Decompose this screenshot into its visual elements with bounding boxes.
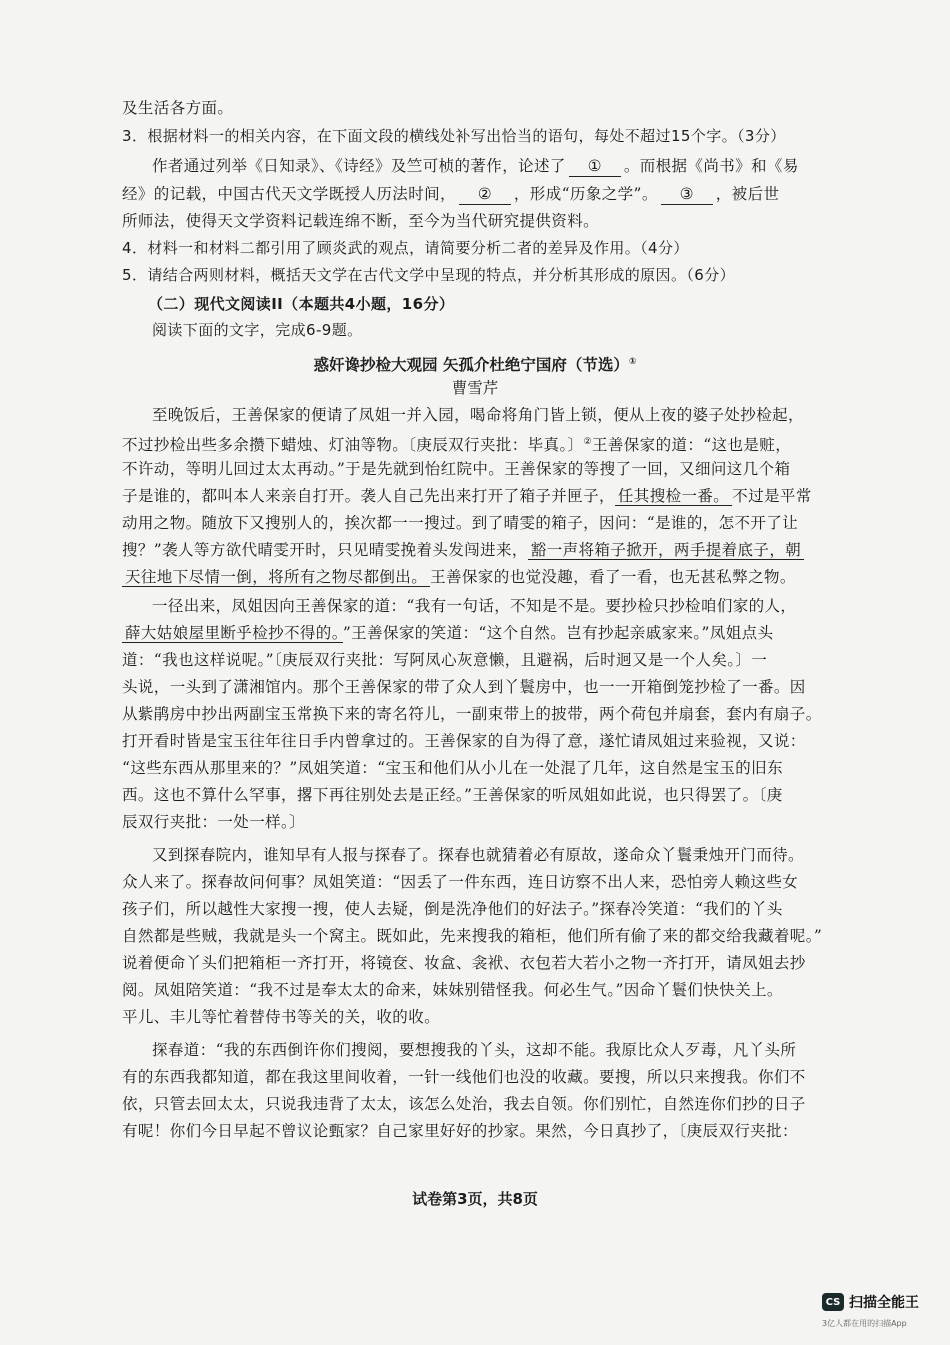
text-line: 平儿、丰儿等忙着替侍书等关的关，收的收。	[122, 1008, 441, 1026]
passage-author: 曹雪芹	[451, 379, 499, 397]
text-line: 薛大姑娘屋里断乎检抄不得的。 ”王善保家的笑道：“这个自然。岂有抄起亲戚家来。”凤姐点头	[122, 623, 822, 643]
page-footer: 试卷第3页，共8页	[412, 1190, 538, 1208]
text-line: 又到探春院内，谁知早有人报与探春了。探春也就猜着必有原故，遂命众丫鬟秉烛开门而待。	[152, 846, 804, 864]
text-line: 打开看时皆是宝玉往年往日手内曾拿过的。王善保家的自为得了意，遂忙请凤姐过来验视，又说：	[122, 732, 806, 750]
text-line: 西。这也不算什么罕事，撂下再往别处去是正经。”王善保家的听凤姐如此说，也只得罢了。〔庚	[122, 786, 783, 804]
text-line: 所师法，使得天文学资料记载连绵不断，至今为当代研究提供资料。	[122, 212, 600, 230]
text-line: 不过抄检出些多余攒下蜡烛、灯油等物。〔庚辰双行夹批：毕真。〕②王善保家的道：“这也是赃，	[122, 436, 792, 455]
text-line: 道：“我也这样说呢。”〔庚辰双行夹批：写阿凤心灰意懒，且避祸，后时迥又是一个人矣。〕一	[122, 651, 768, 669]
question-3: 3．根据材料一的相关内容，在下面文段的横线处补写出恰当的语句，每处不超过15个字。（3分）	[122, 127, 786, 145]
blank-2: ②	[459, 184, 511, 205]
text-line: 辰双行夹批：一处一样。〕	[122, 813, 306, 831]
text-line: 搜？”袭人等方欲代晴雯开时，只见晴雯挽着头发闯进来， 豁一声将箱子掀开，两手提着底子，朝	[122, 540, 822, 560]
camscanner-logo-icon: CS	[822, 1293, 844, 1311]
text-line: 动用之物。随放下又搜别人的，挨次都一一搜过。到了晴雯的箱子，因问：“是谁的，怎不开了让	[122, 514, 799, 532]
text-line: 众人来了。探春故问何事？凤姐笑道：“因丢了一件东西，连日访察不出人来，恐怕旁人赖这些女	[122, 873, 799, 891]
brand-tagline: 3亿人都在用的扫描App	[822, 1319, 907, 1328]
text-line: 有呢！你们今日早起不曾议论甄家？自己家里好好的抄家。果然，今日真抄了，〔庚辰双行夹批：	[122, 1122, 798, 1140]
text-line: 一径出来，凤姐因向王善保家的道：“我有一句话，不知是不是。要抄检只抄检咱们家的人，	[152, 597, 797, 615]
text-line: 自然都是些贼，我就是头一个窝主。既如此，先来搜我的箱柜，他们所有偷了来的都交给我藏着呢。”	[122, 927, 822, 945]
question-5: 5．请结合两则材料，概括天文学在古代文学中呈现的特点，并分析其形成的原因。（6分）	[122, 266, 735, 284]
text-line: 探春道：“我的东西倒许你们搜阅，要想搜我的丫头，这却不能。我原比众人歹毒，凡丫头所	[152, 1041, 797, 1059]
scanner-watermark	[822, 1292, 919, 1312]
text-line: “这些东西从那里来的？”凤姐笑道：“宝玉和他们从小儿在一处混了几年，这自然是宝玉的旧东	[122, 759, 783, 777]
text-line: 有的东西我都知道，都在我这里间收着，一针一线他们也没的收藏。要搜，所以只来搜我。你们不	[122, 1068, 806, 1086]
text-line: 依，只管去回太太，只说我违背了太太，该怎么处治，我去自领。你们别忙，自然连你们抄的日子	[122, 1095, 806, 1113]
text-line: 天往地下尽情一倒，将所有之物尽都倒出。 王善保家的也觉没趣，看了一看，也无甚私弊之物。	[122, 567, 822, 587]
underlined-phrase: 薛大姑娘屋里断乎检抄不得的。	[122, 624, 343, 643]
text-line: 作者通过列举《日知录》、《诗经》及竺可桢的著作，论述了 ① 。而根据《尚书》和《易	[152, 157, 799, 175]
section-heading: （二）现代文阅读II（本题共4小题，16分）	[148, 295, 455, 313]
question-4: 4．材料一和材料二都引用了顾炎武的观点，请简要分析二者的差异及作用。（4分）	[122, 239, 689, 257]
text-line: 经》的记载，中国古代天文学既授人历法时间， ② ，形成“历象之学”。 ③ ，被后世	[122, 185, 780, 203]
text-line: 至晚饭后，王善保家的便请了凤姐一并入园，喝命将角门皆上锁，便从上夜的婆子处抄检起，	[152, 406, 804, 424]
brand-name: 扫描全能王	[849, 1295, 919, 1311]
underlined-phrase: 任其搜检一番。	[615, 487, 732, 506]
blank-3: ③	[661, 184, 713, 205]
text-line: 从紫鹃房中抄出两副宝玉常换下来的寄名符儿，一副束带上的披带，两个荷包并扇套，套内有扇子。	[122, 705, 822, 723]
text-line: 及生活各方面。	[122, 99, 234, 117]
blank-1: ①	[569, 156, 621, 177]
text-line: 头说，一头到了潇湘馆内。那个王善保家的带了众人到丫鬟房中，也一一开箱倒笼抄检了一番。因	[122, 678, 806, 696]
underlined-phrase: 豁一声将箱子掀开，两手提着底子，朝	[528, 541, 804, 560]
passage-title: 惑奸谗抄检大观园 矢孤介杜绝宁国府（节选）①	[313, 356, 637, 375]
text-line: 子是谁的，都叫本人来亲自打开。袭人自己先出来打开了箱子并匣子， 任其搜检一番。 不过是平常	[122, 487, 812, 505]
text-line: 孩子们，所以越性大家搜一搜，使人去疑，倒是洗净他们的好法子。”探春冷笑道：“我们的丫头	[122, 900, 783, 918]
text-line: 阅。凤姐陪笑道：“我不过是奉太太的命来，妹妹别错怪我。何必生气。”因命丫鬟们快快关上。	[122, 981, 783, 999]
text-line: 不许动，等明儿回过太太再动。”于是先就到怡红院中。王善保家的等搜了一回，又细问这几个箱	[122, 460, 791, 478]
instruction: 阅读下面的文字，完成6-9题。	[152, 321, 363, 339]
underlined-phrase: 天往地下尽情一倒，将所有之物尽都倒出。	[122, 568, 430, 587]
text-line: 说着便命丫头们把箱柜一齐打开，将镜奁、妆盒、衾袱、衣包若大若小之物一齐打开，请凤姐去抄	[122, 954, 806, 972]
